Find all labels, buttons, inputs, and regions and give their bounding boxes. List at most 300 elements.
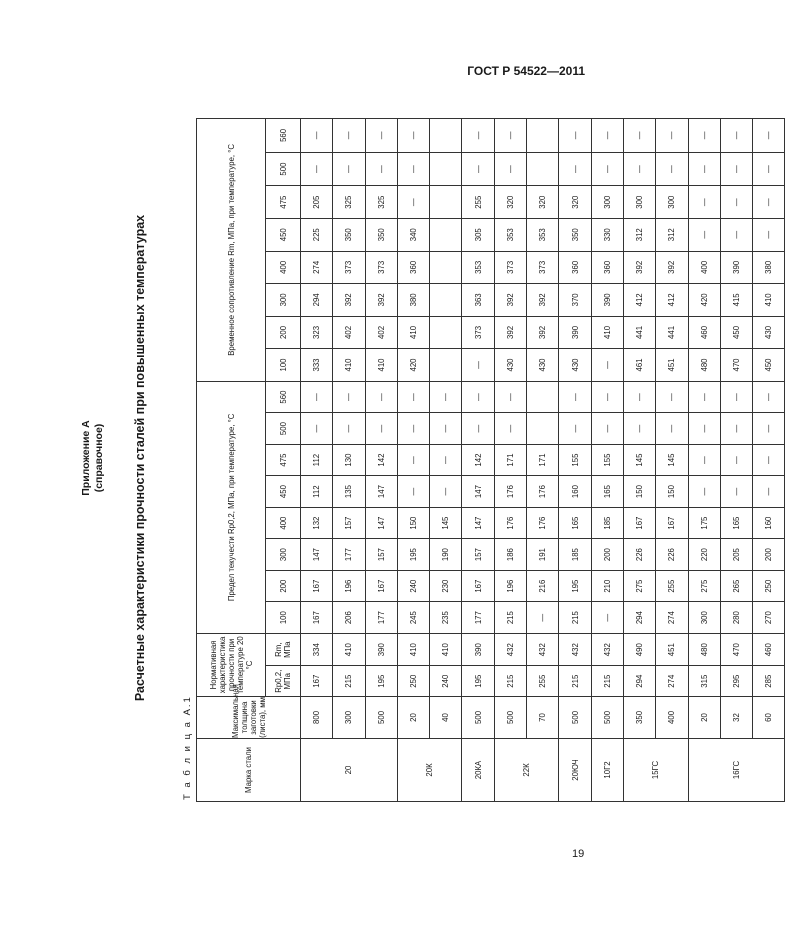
value-cell: 160 bbox=[559, 476, 591, 508]
value-cell: 430 bbox=[559, 349, 591, 382]
value-cell: 255 bbox=[656, 570, 688, 602]
value-cell: 205 bbox=[720, 539, 752, 571]
value-cell: — bbox=[591, 381, 623, 413]
value-cell: 167 bbox=[623, 507, 655, 539]
yield-temp-header: 400 bbox=[266, 507, 301, 539]
table-row bbox=[656, 119, 688, 802]
value-cell: 195 bbox=[559, 570, 591, 602]
value-cell: 412 bbox=[623, 284, 655, 317]
value-cell: 147 bbox=[462, 476, 494, 508]
value-cell: 441 bbox=[656, 316, 688, 349]
value-cell: — bbox=[720, 186, 752, 219]
value-cell: 145 bbox=[656, 444, 688, 476]
value-cell: — bbox=[462, 381, 494, 413]
value-cell: 285 bbox=[753, 666, 785, 696]
value-cell: 220 bbox=[688, 539, 720, 571]
value-cell: 165 bbox=[559, 507, 591, 539]
value-cell: 200 bbox=[591, 539, 623, 571]
value-cell: 225 bbox=[301, 218, 333, 251]
value-cell: — bbox=[462, 413, 494, 445]
tensile-temp-header: 500 bbox=[266, 152, 301, 186]
value-cell: 294 bbox=[623, 602, 655, 634]
value-cell: 130 bbox=[333, 444, 365, 476]
value-cell: 167 bbox=[365, 570, 397, 602]
value-cell: 390 bbox=[559, 316, 591, 349]
value-cell: 410 bbox=[753, 284, 785, 317]
value-cell: 235 bbox=[430, 602, 462, 634]
table-row bbox=[688, 119, 720, 802]
value-cell: 432 bbox=[559, 633, 591, 666]
value-cell: 280 bbox=[720, 602, 752, 634]
value-cell: 177 bbox=[462, 602, 494, 634]
page-number: 19 bbox=[572, 848, 585, 860]
value-cell: 167 bbox=[656, 507, 688, 539]
col-header-rp02: Rp0,2, МПа bbox=[266, 666, 301, 696]
value-cell: 373 bbox=[527, 251, 559, 284]
value-cell bbox=[430, 251, 462, 284]
thickness-cell: 400 bbox=[656, 696, 688, 738]
value-cell: 294 bbox=[301, 284, 333, 317]
value-cell: 300 bbox=[623, 186, 655, 219]
value-cell: 451 bbox=[656, 633, 688, 666]
yield-temp-header: 450 bbox=[266, 476, 301, 508]
value-cell: 392 bbox=[527, 316, 559, 349]
value-cell: 480 bbox=[688, 349, 720, 382]
value-cell: — bbox=[753, 413, 785, 445]
value-cell: 167 bbox=[301, 602, 333, 634]
value-cell: 390 bbox=[365, 633, 397, 666]
table-row bbox=[559, 119, 591, 802]
value-cell: 150 bbox=[397, 507, 429, 539]
tensile-temp-header: 100 bbox=[266, 349, 301, 382]
value-cell: 157 bbox=[462, 539, 494, 571]
value-cell bbox=[430, 284, 462, 317]
value-cell: 195 bbox=[397, 539, 429, 571]
value-cell: 330 bbox=[591, 218, 623, 251]
value-cell: — bbox=[591, 413, 623, 445]
value-cell: 410 bbox=[333, 633, 365, 666]
value-cell: 240 bbox=[397, 570, 429, 602]
value-cell: 155 bbox=[559, 444, 591, 476]
table-row bbox=[623, 119, 655, 802]
thickness-cell: 500 bbox=[591, 696, 623, 738]
value-cell: — bbox=[688, 218, 720, 251]
value-cell: 392 bbox=[333, 284, 365, 317]
value-cell: — bbox=[753, 152, 785, 186]
value-cell: — bbox=[688, 381, 720, 413]
table-row bbox=[720, 119, 752, 802]
value-cell: 373 bbox=[365, 251, 397, 284]
value-cell: 312 bbox=[623, 218, 655, 251]
value-cell: 402 bbox=[333, 316, 365, 349]
appendix-line2: (справочное) bbox=[93, 423, 105, 493]
table-row bbox=[333, 119, 365, 802]
table-row bbox=[753, 119, 785, 802]
value-cell: — bbox=[688, 476, 720, 508]
value-cell: 415 bbox=[720, 284, 752, 317]
value-cell: 295 bbox=[720, 666, 752, 696]
value-cell: 167 bbox=[301, 666, 333, 696]
value-cell: 176 bbox=[494, 476, 526, 508]
thickness-cell: 500 bbox=[559, 696, 591, 738]
value-cell: 176 bbox=[527, 476, 559, 508]
value-cell: 135 bbox=[333, 476, 365, 508]
value-cell: — bbox=[688, 186, 720, 219]
col-header-normative: Нормативная характеристика прочности при температуре 20 °С bbox=[197, 633, 266, 696]
rotated-page-content bbox=[80, 114, 774, 802]
value-cell: 315 bbox=[688, 666, 720, 696]
value-cell: 430 bbox=[753, 316, 785, 349]
value-cell: 300 bbox=[591, 186, 623, 219]
value-cell: 470 bbox=[720, 349, 752, 382]
value-cell: 390 bbox=[591, 284, 623, 317]
value-cell: 190 bbox=[430, 539, 462, 571]
value-cell: 380 bbox=[753, 251, 785, 284]
grade-cell: 20К bbox=[397, 738, 462, 801]
value-cell: 300 bbox=[656, 186, 688, 219]
value-cell: — bbox=[753, 119, 785, 153]
value-cell: — bbox=[333, 119, 365, 153]
value-cell: — bbox=[397, 381, 429, 413]
grade-cell: 20ЮЧ bbox=[559, 738, 591, 801]
grade-cell: 20 bbox=[301, 738, 398, 801]
table-row bbox=[591, 119, 623, 802]
yield-temp-header: 560 bbox=[266, 381, 301, 413]
value-cell: 215 bbox=[333, 666, 365, 696]
value-cell: 196 bbox=[494, 570, 526, 602]
value-cell: 210 bbox=[591, 570, 623, 602]
value-cell: — bbox=[720, 444, 752, 476]
tensile-temp-header: 450 bbox=[266, 218, 301, 251]
value-cell: 255 bbox=[462, 186, 494, 219]
value-cell: — bbox=[397, 119, 429, 153]
thickness-cell: 500 bbox=[365, 696, 397, 738]
value-cell: — bbox=[397, 152, 429, 186]
value-cell: 147 bbox=[462, 507, 494, 539]
value-cell: — bbox=[591, 349, 623, 382]
value-cell: — bbox=[559, 152, 591, 186]
value-cell: 420 bbox=[688, 284, 720, 317]
value-cell: — bbox=[462, 349, 494, 382]
value-cell: 171 bbox=[494, 444, 526, 476]
value-cell bbox=[430, 316, 462, 349]
value-cell: 230 bbox=[430, 570, 462, 602]
thickness-cell: 350 bbox=[623, 696, 655, 738]
grade-cell: 22К bbox=[494, 738, 559, 801]
value-cell: — bbox=[462, 152, 494, 186]
thickness-cell: 60 bbox=[753, 696, 785, 738]
value-cell: — bbox=[753, 381, 785, 413]
grade-cell: 20КА bbox=[462, 738, 494, 801]
value-cell: — bbox=[494, 413, 526, 445]
value-cell: 312 bbox=[656, 218, 688, 251]
value-cell: — bbox=[623, 119, 655, 153]
table-title: Расчетные характеристики прочности сталей при повышенных температурах bbox=[133, 214, 147, 702]
value-cell: 432 bbox=[494, 633, 526, 666]
value-cell: — bbox=[397, 413, 429, 445]
value-cell: 147 bbox=[365, 476, 397, 508]
value-cell: 147 bbox=[365, 507, 397, 539]
value-cell: — bbox=[688, 444, 720, 476]
thickness-cell: 20 bbox=[397, 696, 429, 738]
value-cell: — bbox=[365, 381, 397, 413]
value-cell: — bbox=[656, 119, 688, 153]
value-cell: — bbox=[656, 152, 688, 186]
value-cell: 215 bbox=[559, 602, 591, 634]
value-cell: 373 bbox=[494, 251, 526, 284]
value-cell: 480 bbox=[688, 633, 720, 666]
value-cell: — bbox=[591, 119, 623, 153]
value-cell: — bbox=[623, 381, 655, 413]
value-cell: 392 bbox=[365, 284, 397, 317]
value-cell: 167 bbox=[301, 570, 333, 602]
value-cell bbox=[430, 186, 462, 219]
value-cell: 325 bbox=[365, 186, 397, 219]
value-cell: 226 bbox=[623, 539, 655, 571]
value-cell: 200 bbox=[753, 539, 785, 571]
value-cell: 334 bbox=[301, 633, 333, 666]
value-cell: — bbox=[430, 476, 462, 508]
value-cell: — bbox=[462, 119, 494, 153]
value-cell: 177 bbox=[333, 539, 365, 571]
value-cell: 363 bbox=[462, 284, 494, 317]
tensile-temp-header: 475 bbox=[266, 186, 301, 219]
col-header-tensile: Временное сопротивление Rm, МПа, при температуре, °С bbox=[197, 119, 266, 382]
value-cell: 392 bbox=[623, 251, 655, 284]
value-cell: 360 bbox=[559, 251, 591, 284]
yield-temp-header: 500 bbox=[266, 413, 301, 445]
value-cell: 196 bbox=[333, 570, 365, 602]
value-cell: 380 bbox=[397, 284, 429, 317]
yield-temp-header: 300 bbox=[266, 539, 301, 571]
value-cell: 250 bbox=[397, 666, 429, 696]
value-cell: 185 bbox=[591, 507, 623, 539]
value-cell: 294 bbox=[623, 666, 655, 696]
value-cell: 205 bbox=[301, 186, 333, 219]
value-cell: 245 bbox=[397, 602, 429, 634]
value-cell: 300 bbox=[688, 602, 720, 634]
col-header-grade: Марка стали bbox=[197, 738, 301, 801]
value-cell: 370 bbox=[559, 284, 591, 317]
yield-temp-header: 100 bbox=[266, 602, 301, 634]
value-cell: — bbox=[397, 186, 429, 219]
table-row bbox=[494, 119, 526, 802]
value-cell: — bbox=[559, 381, 591, 413]
value-cell: 274 bbox=[656, 602, 688, 634]
value-cell: 410 bbox=[397, 316, 429, 349]
thickness-cell: 32 bbox=[720, 696, 752, 738]
value-cell bbox=[527, 152, 559, 186]
grade-cell: 10Г2 bbox=[591, 738, 623, 801]
table-row bbox=[527, 119, 559, 802]
value-cell: 112 bbox=[301, 444, 333, 476]
value-cell: 402 bbox=[365, 316, 397, 349]
value-cell: — bbox=[688, 413, 720, 445]
table-row bbox=[301, 119, 333, 802]
value-cell bbox=[430, 152, 462, 186]
value-cell: 165 bbox=[720, 507, 752, 539]
value-cell: 157 bbox=[365, 539, 397, 571]
value-cell: 373 bbox=[462, 316, 494, 349]
value-cell: 430 bbox=[494, 349, 526, 382]
value-cell: 350 bbox=[559, 218, 591, 251]
value-cell bbox=[527, 413, 559, 445]
document-code: ГОСТ Р 54522—2011 bbox=[467, 64, 585, 78]
value-cell: 420 bbox=[397, 349, 429, 382]
tensile-temp-header: 200 bbox=[266, 316, 301, 349]
value-cell: 177 bbox=[365, 602, 397, 634]
value-cell bbox=[430, 119, 462, 153]
value-cell: 150 bbox=[656, 476, 688, 508]
value-cell: — bbox=[591, 152, 623, 186]
value-cell: 410 bbox=[591, 316, 623, 349]
value-cell: 451 bbox=[656, 349, 688, 382]
value-cell: 145 bbox=[430, 507, 462, 539]
value-cell: 430 bbox=[527, 349, 559, 382]
value-cell: — bbox=[720, 119, 752, 153]
table-row bbox=[365, 119, 397, 802]
thickness-cell: 300 bbox=[333, 696, 365, 738]
value-cell: 157 bbox=[333, 507, 365, 539]
table-row bbox=[430, 119, 462, 802]
value-cell: — bbox=[365, 413, 397, 445]
appendix-heading bbox=[80, 114, 106, 802]
value-cell: 432 bbox=[591, 633, 623, 666]
value-cell bbox=[527, 381, 559, 413]
value-cell: 350 bbox=[333, 218, 365, 251]
value-cell: 171 bbox=[527, 444, 559, 476]
value-cell: 215 bbox=[591, 666, 623, 696]
value-cell: 410 bbox=[397, 633, 429, 666]
value-cell: — bbox=[688, 152, 720, 186]
col-header-rm: Rm, МПа bbox=[266, 633, 301, 666]
value-cell: 450 bbox=[753, 349, 785, 382]
value-cell: 132 bbox=[301, 507, 333, 539]
value-cell: — bbox=[753, 186, 785, 219]
value-cell: 305 bbox=[462, 218, 494, 251]
value-cell: — bbox=[333, 381, 365, 413]
thickness-cell: 800 bbox=[301, 696, 333, 738]
value-cell: 195 bbox=[365, 666, 397, 696]
grade-cell: 16ГС bbox=[688, 738, 785, 801]
value-cell bbox=[430, 218, 462, 251]
value-cell: — bbox=[365, 152, 397, 186]
value-cell: — bbox=[559, 119, 591, 153]
value-cell: 226 bbox=[656, 539, 688, 571]
value-cell: 461 bbox=[623, 349, 655, 382]
value-cell: 360 bbox=[591, 251, 623, 284]
value-cell: 191 bbox=[527, 539, 559, 571]
value-cell: — bbox=[301, 119, 333, 153]
appendix-line1: Приложение А bbox=[80, 420, 92, 496]
value-cell: 353 bbox=[494, 218, 526, 251]
value-cell: — bbox=[527, 602, 559, 634]
value-cell: 176 bbox=[527, 507, 559, 539]
value-cell: 265 bbox=[720, 570, 752, 602]
value-cell: 275 bbox=[623, 570, 655, 602]
value-cell: 320 bbox=[527, 186, 559, 219]
value-cell: 392 bbox=[656, 251, 688, 284]
table-body bbox=[301, 119, 785, 802]
value-cell: 195 bbox=[462, 666, 494, 696]
tensile-temp-header: 560 bbox=[266, 119, 301, 153]
value-cell: 392 bbox=[527, 284, 559, 317]
value-cell: 490 bbox=[623, 633, 655, 666]
value-cell: 112 bbox=[301, 476, 333, 508]
value-cell: — bbox=[623, 152, 655, 186]
value-cell: 206 bbox=[333, 602, 365, 634]
value-cell: 176 bbox=[494, 507, 526, 539]
value-cell: 323 bbox=[301, 316, 333, 349]
value-cell: 460 bbox=[688, 316, 720, 349]
value-cell: 410 bbox=[333, 349, 365, 382]
value-cell: 186 bbox=[494, 539, 526, 571]
thickness-cell: 500 bbox=[494, 696, 526, 738]
value-cell: — bbox=[301, 381, 333, 413]
value-cell bbox=[430, 349, 462, 382]
value-cell: 215 bbox=[494, 602, 526, 634]
value-cell: — bbox=[720, 476, 752, 508]
value-cell: 320 bbox=[494, 186, 526, 219]
value-cell: — bbox=[559, 413, 591, 445]
value-cell: 353 bbox=[527, 218, 559, 251]
value-cell: 215 bbox=[559, 666, 591, 696]
value-cell: 274 bbox=[301, 251, 333, 284]
value-cell: — bbox=[656, 413, 688, 445]
value-cell: 160 bbox=[753, 507, 785, 539]
value-cell: 360 bbox=[397, 251, 429, 284]
value-cell: 392 bbox=[494, 284, 526, 317]
value-cell: 340 bbox=[397, 218, 429, 251]
grade-cell: 15ГС bbox=[623, 738, 688, 801]
value-cell: — bbox=[591, 602, 623, 634]
value-cell: — bbox=[397, 444, 429, 476]
value-cell bbox=[527, 119, 559, 153]
value-cell: — bbox=[494, 152, 526, 186]
value-cell: 215 bbox=[494, 666, 526, 696]
value-cell: — bbox=[720, 218, 752, 251]
value-cell: 400 bbox=[688, 251, 720, 284]
value-cell: — bbox=[720, 381, 752, 413]
value-cell: 373 bbox=[333, 251, 365, 284]
value-cell: — bbox=[753, 444, 785, 476]
value-cell: 325 bbox=[333, 186, 365, 219]
value-cell: 145 bbox=[623, 444, 655, 476]
value-cell: — bbox=[333, 152, 365, 186]
value-cell: 240 bbox=[430, 666, 462, 696]
value-cell: 175 bbox=[688, 507, 720, 539]
tensile-temp-header: 400 bbox=[266, 251, 301, 284]
value-cell: 441 bbox=[623, 316, 655, 349]
value-cell: 167 bbox=[462, 570, 494, 602]
thickness-cell: 70 bbox=[527, 696, 559, 738]
value-cell: — bbox=[753, 476, 785, 508]
value-cell: 390 bbox=[720, 251, 752, 284]
value-cell: — bbox=[301, 152, 333, 186]
value-cell: 410 bbox=[430, 633, 462, 666]
value-cell: 275 bbox=[688, 570, 720, 602]
value-cell: — bbox=[365, 119, 397, 153]
value-cell: 185 bbox=[559, 539, 591, 571]
value-cell: — bbox=[430, 444, 462, 476]
value-cell: 470 bbox=[720, 633, 752, 666]
value-cell: — bbox=[623, 413, 655, 445]
value-cell: 142 bbox=[365, 444, 397, 476]
value-cell: — bbox=[333, 413, 365, 445]
col-header-thickness: Максимальная толщина заготовки (листа), мм bbox=[197, 696, 301, 738]
col-header-yield: Предел текучести Rp0,2, МПа, при температуре, °С bbox=[197, 381, 266, 633]
thickness-cell: 20 bbox=[688, 696, 720, 738]
